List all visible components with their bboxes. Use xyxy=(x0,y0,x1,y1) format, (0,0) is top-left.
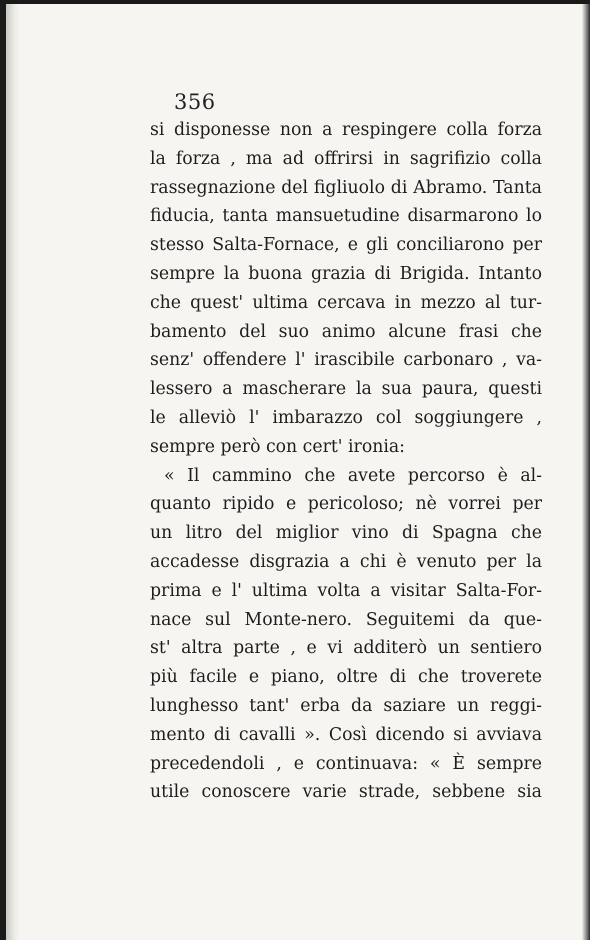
text-line: più facile e piano, oltre di che troverete xyxy=(150,667,542,688)
text-line: le alleviò l' imbarazzo col soggiungere , xyxy=(150,407,542,428)
text-line: st' altra parte , e vi additerò un sentiero xyxy=(150,638,542,659)
text-line: lessero a mascherare la sua paura, questi xyxy=(150,379,542,400)
text-line: quanto ripido e pericoloso; nè vorrei per xyxy=(150,494,542,515)
body-text xyxy=(150,116,542,807)
text-line: accadesse disgrazia a chi è venuto per la xyxy=(150,551,542,572)
text-line: che quest' ultima cercava in mezzo al tur- xyxy=(150,292,542,313)
text-line: prima e l' ultima volta a visitar Salta-For- xyxy=(150,580,542,601)
text-line: « Il cammino che avete percorso è al- xyxy=(164,465,542,486)
text-line: la forza , ma ad offrirsi in sagrifizio colla xyxy=(150,148,542,169)
text-line: si disponesse non a respingere colla forza xyxy=(150,120,542,140)
text-line: bamento del suo animo alcune frasi che xyxy=(150,321,542,342)
text-line: stesso Salta-Fornace, e gli conciliarono per xyxy=(150,235,542,256)
page-edge-shadow xyxy=(582,4,590,940)
text-line: mento di cavalli ». Così dicendo si avviava xyxy=(150,724,542,745)
text-line: fiducia, tanta mansuetudine disarmarono lo xyxy=(150,206,542,227)
text-line: rassegnazione del figliuolo di Abramo. Tanta xyxy=(150,177,542,198)
page-number: 356 xyxy=(174,90,216,114)
text-line: un litro del miglior vino di Spagna che xyxy=(150,523,542,544)
page-gutter-shadow xyxy=(6,4,20,940)
text-line: utile conoscere varie strade, sebbene sia xyxy=(150,782,542,803)
text-line: lunghesso tant' erba da saziare un reggi- xyxy=(150,695,542,716)
text-line: precedendoli , e continuava: « È sempre xyxy=(150,753,542,774)
book-page xyxy=(6,4,590,940)
text-line: senz' offendere l' irascibile carbonaro , va- xyxy=(150,350,542,371)
text-line: sempre la buona grazia di Brigida. Intanto xyxy=(150,263,542,284)
text-line: sempre però con cert' ironia: xyxy=(150,436,406,457)
text-line: nace sul Monte-nero. Seguitemi da que- xyxy=(150,609,542,630)
